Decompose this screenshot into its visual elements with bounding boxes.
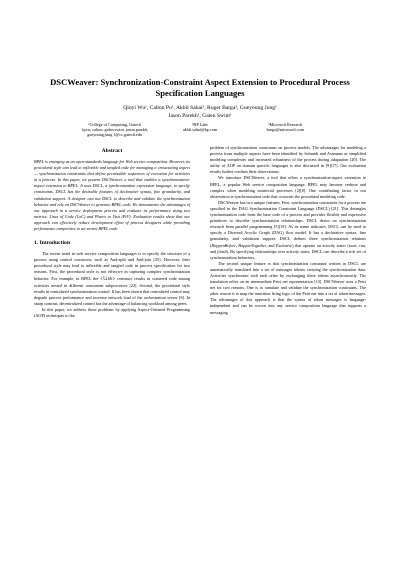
p3-exclusive: Exclusive [276,242,293,248]
affiliation-emails: {qxw, calton, galen.swint, jason.parekh, gueyoung.jung }@cc.gatech.edu [81,127,149,137]
author-block [40,104,360,120]
introduction-heading: 1. Introduction [34,240,70,247]
p3-text-a: DSCWeaver has two unique features. First, synchronization constraints for a process are specified in the DAG Synchronization Constraint Language (DSCL) [21]. This detangles synchronization code from the base code of a process and provides flexible and expressive primitives to describe synchronization relationships. DSCL draws on synchronization research from parallel programming [5][19]. As its name indicates, DSCL can be used to specify a Directed Acyclic Graph (DAG) flow model. It has a declarative syntax, fine granularity, and validation support. DSCL defines three synchronization relations ( [210,199,366,248]
p3-relations: HappenBefore, HappenTogether, [211,242,267,248]
affiliation-name: ¹College of Computing, Gatech [88,122,141,127]
p3-and-2: and [210,248,218,254]
p3-and: and [266,242,277,248]
abstract-text: BPEL is emerging as an open-standards language for Web service composition. However, its procedural style can lead to inflexible and tangled code for managing a crosscutting aspect — synchronization constraints that define permissible sequences of execution for activities in a process. In this paper, we present DSCWeaver, a tool that enables a synchronization-aspect extension to BPEL. It uses DSCL, a synchronization expression language, to specify constraints. DSCL has the desirable features of declarative syntax, fine granularity, and validation support. A designer can use DSCL to describe and validate the synchronization behavior and rely on DSCWeaver to generate BPEL code. We demonstrate the advantages of our approach in a service deployment process and evaluate its performance using two metrics: Lines of Code (LoC) and Places to Visit (PtV). Evaluation results show that our approach can effectively reduce development effort of process designers while providing performance competitive to un-woven BPEL code. [34,159,190,232]
intro-text-b: construct results in scattered code among activities nested in different concurrent subprocesses [22]. Second, the procedural style results in centralized synchronization control. It has been shown that centralized control may degrade process performance and increase network load of the orchestration server [6]. In sharp contrast, decentralized control has the advantage of balancing workload among peers. [34,275,190,306]
link-construct: <link> [100,277,116,282]
right-paragraph-2: We introduce DSCWeaver, a tool that offers a synchronization-aspect extension to BPEL, a popular Web service composition language. BPEL may become verbose and complex when modeling nontrivial processes [2][8]. One contributing factor in our observation is synchronization code that crosscuts the procedural modeling code. [210,175,366,199]
right-paragraph-1: problem of synchronization constraints on process models. The advantages for modeling a process from multiple aspects have been identified by Schmidt and Assmann as simplified modeling complexity and increased robustness of the process during adaptation [20]. The utility of AOP on domain specific languages is also discussed in [9][17]. Our evaluation results further confirm their observations. [210,145,366,175]
affiliation-name: ²HP Labs [192,122,208,127]
right-paragraph-3 [210,200,366,261]
p3-text-b: ) that operate on activity states ( [292,242,349,248]
affiliation-name: ³Microsoft Research [268,122,303,127]
affiliation-gatech [72,122,157,137]
p3-text-c: ). By specifying relationships over activity states, DSCL can describe a rich set of synchronization behaviors. [210,248,367,260]
right-column [210,145,366,316]
affiliation-microsoft [243,122,328,137]
intro-paragraph-2: In this paper, we address these problems by applying Aspect-Oriented Programming (AOP) techniques to the [34,306,190,319]
authors-line-1: Qinyi Wu¹, Calton Pu¹, Akhil Sahai², Roger Barga³, Gueyoung Jung¹ [123,105,277,111]
p3-finish: finish [217,248,227,254]
paper-title: DSCWeaver: Synchronization-Constraint Aspect Extension to Procedural Process Specification Languages [50,77,350,98]
p3-states: start, run, [348,242,367,248]
affiliations [72,122,328,137]
right-paragraph-4: The second unique feature is that synchronization constraint written in DSCL are automatically translated into a set of messages tokens carrying the synchronization data. Activities synchronize with each other by exchanging these tokens asynchronously. The translation relies on an intermediate Petri net representation [13]. DSCWeaver uses a Petri net for two reasons. One is to simulate and validate the synchronization constraints. The other reason is to map the transition firing logic of the Petri net into a set of token messages. The advantages of this approach is that the syntax of token messages is language-independent and can be woven into any service composition language that supports a messaging [210,260,366,315]
affiliation-emails: barga@microsoft.com [266,127,305,132]
intro-paragraph-1 [34,251,190,307]
authors-line-2: Jason Parekh¹, Galen Swint¹ [168,113,232,119]
intro-text-a: The recent trend in web service composition languages is to specify the structure of a process using control constructs, such as And-split and And-join [25]. However, their procedural style may lead to inflexible and tangled code in process specification for two reasons. First, the procedural style is not effective in capturing complex synchronization behavior. For example, in BPEL the [34,251,190,281]
left-column [34,148,190,319]
affiliation-hp [157,122,242,137]
affiliation-emails: akhil.sahai@hp.com [182,127,218,132]
abstract-heading: Abstract [101,148,123,154]
